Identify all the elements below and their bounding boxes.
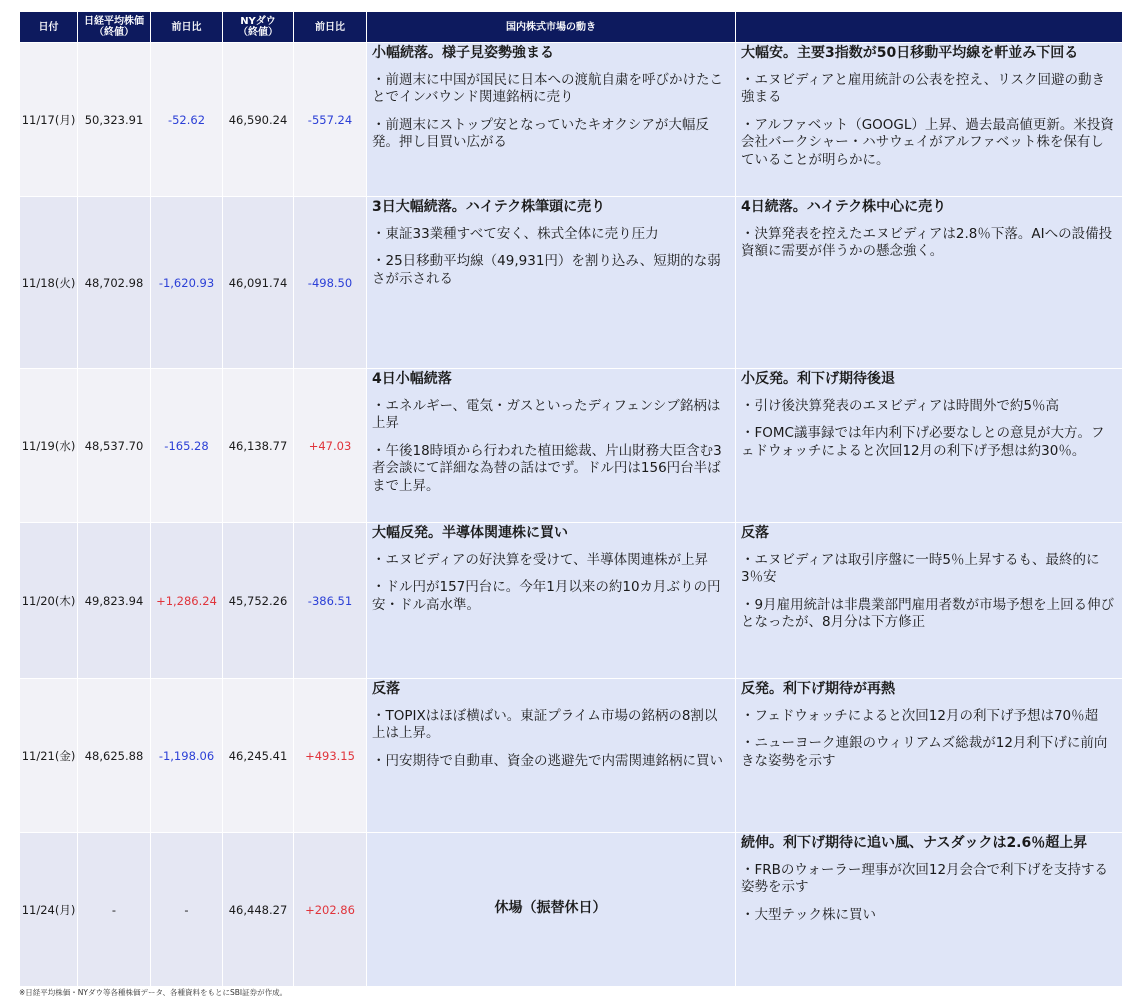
market-table — [19, 11, 1123, 987]
comment-bullet: ・9月雇用統計は非農業部門雇用者数が市場予想を上回る伸びとなったが、8月分は下方修正 — [741, 596, 1115, 630]
comment-bullet: ・FRBのウォーラー理事が次回12月会合で利下げを支持する姿勢を示す — [741, 861, 1109, 895]
us-comment — [736, 197, 1123, 369]
cell-dow: 45,752.26 — [223, 523, 294, 679]
comment-headline: 3日大幅続落。ハイテク株筆頭に売り — [372, 199, 606, 215]
comment-bullet: ・引け後決算発表のエヌビディアは時間外で約5％高 — [741, 397, 1060, 414]
header-nikkei-change: 前日比 — [151, 12, 223, 43]
header-dow-change: 前日比 — [294, 12, 367, 43]
cell-nikkei-change: -1,620.93 — [151, 197, 223, 369]
cell-nikkei-change: - — [151, 833, 223, 987]
cell-nikkei: - — [78, 833, 151, 987]
us-comment — [736, 833, 1123, 987]
header-dow: NYダウ （終値） — [223, 12, 294, 43]
cell-date: 11/19(水) — [20, 369, 78, 523]
cell-nikkei: 49,823.94 — [78, 523, 151, 679]
comment-headline: 4日続落。ハイテク株中心に売り — [741, 199, 947, 215]
cell-dow: 46,091.74 — [223, 197, 294, 369]
cell-dow-change: +202.86 — [294, 833, 367, 987]
comment-bullet: ・TOPIXはほぼ横ばい。東証プライム市場の銘柄の8割以上は上昇。 — [372, 707, 718, 741]
cell-nikkei-change: -1,198.06 — [151, 679, 223, 833]
cell-dow-change: -386.51 — [294, 523, 367, 679]
comment-bullet: ・前週末に中国が国民に日本への渡航自粛を呼びかけたことでインバウンド関連銘柄に売り — [372, 71, 723, 105]
comment-bullet: ・エヌビディアの好決算を受けて、半導体関連株が上昇 — [372, 551, 709, 568]
cell-date: 11/20(木) — [20, 523, 78, 679]
comment-bullet: ・フェドウォッチによると次回12月の利下げ予想は70％超 — [741, 707, 1099, 724]
domestic-comment — [367, 523, 736, 679]
us-comment — [736, 369, 1123, 523]
comment-headline: 反落 — [741, 525, 769, 541]
comment-headline: 小反発。利下げ期待後退 — [741, 371, 895, 387]
cell-dow: 46,245.41 — [223, 679, 294, 833]
us-comment — [736, 679, 1123, 833]
comment-headline: 4日小幅続落 — [372, 371, 452, 387]
comment-bullet: ・エヌビディアは取引序盤に一時5％上昇するも、最終的に3％安 — [741, 551, 1100, 585]
cell-date: 11/18(火) — [20, 197, 78, 369]
comment-bullet: ・エヌビディアと雇用統計の公表を控え、リスク回避の動き強まる — [741, 71, 1105, 105]
table-row — [20, 679, 1123, 833]
comment-bullet: ・ニューヨーク連銀のウィリアムズ総裁が12月利下げに前向きな姿勢を示す — [741, 735, 1108, 769]
comment-headline: 反落 — [372, 681, 400, 697]
domestic-comment — [367, 833, 736, 987]
comment-bullet: ・25日移動平均線（49,931円）を割り込み、短期的な弱さが示される — [372, 253, 721, 287]
comment-bullet: ・エネルギー、電気・ガスといったディフェンシブ銘柄は上昇 — [372, 397, 721, 431]
domestic-comment — [367, 369, 736, 523]
domestic-comment — [367, 197, 736, 369]
comment-bullet: ・円安期待で自動車、資金の逃避先で内需関連銘柄に買い — [372, 752, 723, 769]
comment-headline: 大幅安。主要3指数が50日移動平均線を軒並み下回る — [741, 45, 1079, 61]
cell-date: 11/24(月) — [20, 833, 78, 987]
header-domestic: 国内株式市場の動き — [367, 12, 736, 43]
comment-bullet: ・アルファベット（GOOGL）上昇、過去最高値更新。米投資会社バークシャー・ハサウェイがアルファベット株を保有していることが明らかに。 — [741, 116, 1114, 168]
cell-dow: 46,138.77 — [223, 369, 294, 523]
market-closed-label: 休場（振替休日） — [494, 899, 607, 916]
table-row — [20, 523, 1123, 679]
cell-dow-change: +47.03 — [294, 369, 367, 523]
cell-nikkei-change: +1,286.24 — [151, 523, 223, 679]
comment-headline: 小幅続落。様子見姿勢強まる — [372, 45, 554, 61]
table-header — [20, 12, 1123, 43]
domestic-comment — [367, 679, 736, 833]
table-row — [20, 369, 1123, 523]
comment-headline: 大幅反発。半導体関連株に買い — [372, 525, 568, 541]
comment-bullet: ・大型テック株に買い — [741, 906, 876, 923]
header-us — [736, 12, 1123, 43]
header-nikkei: 日経平均株価 （終値） — [78, 12, 151, 43]
cell-nikkei: 48,537.70 — [78, 369, 151, 523]
table-row — [20, 833, 1123, 987]
cell-dow-change: -498.50 — [294, 197, 367, 369]
comment-bullet: ・東証33業種すべて安く、株式全体に売り圧力 — [372, 225, 659, 242]
us-comment — [736, 43, 1123, 197]
comment-headline: 反発。利下げ期待が再熱 — [741, 681, 895, 697]
cell-dow: 46,590.24 — [223, 43, 294, 197]
cell-nikkei-change: -52.62 — [151, 43, 223, 197]
comment-bullet: ・ドル円が157円台に。今年1月以来の約10カ月ぶりの円安・ドル高水準。 — [372, 579, 721, 613]
cell-nikkei: 50,323.91 — [78, 43, 151, 197]
domestic-comment — [367, 43, 736, 197]
cell-nikkei: 48,702.98 — [78, 197, 151, 369]
comment-headline: 続伸。利下げ期待に追い風、ナスダックは2.6％超上昇 — [741, 835, 1088, 851]
us-comment — [736, 523, 1123, 679]
table-row — [20, 43, 1123, 197]
cell-dow-change: -557.24 — [294, 43, 367, 197]
comment-bullet: ・決算発表を控えたエヌビディアは2.8％下落。AIへの設備投資額に需要が伴うかの懸念強く。 — [741, 225, 1113, 259]
comment-bullet: ・午後18時頃から行われた植田総裁、片山財務大臣含む3者会談にて詳細な為替の話はでず。ドル円は156円台半ばまで上昇。 — [372, 442, 722, 494]
cell-nikkei-change: -165.28 — [151, 369, 223, 523]
cell-date: 11/21(金) — [20, 679, 78, 833]
cell-dow: 46,448.27 — [223, 833, 294, 987]
table-row — [20, 197, 1123, 369]
header-date: 日付 — [20, 12, 78, 43]
comment-bullet: ・前週末にストップ安となっていたキオクシアが大幅反発。押し目買い広がる — [372, 116, 709, 150]
cell-dow-change: +493.15 — [294, 679, 367, 833]
cell-date: 11/17(月) — [20, 43, 78, 197]
cell-nikkei: 48,625.88 — [78, 679, 151, 833]
footnote: ※日経平均株価・NYダウ等各種株価データ、各種資料をもとにSBI証券が作成。 — [19, 988, 288, 997]
comment-bullet: ・FOMC議事録では年内利下げ必要なしとの意見が大方。フェドウォッチによると次回12月の利下げ予想は約30％。 — [741, 425, 1105, 459]
